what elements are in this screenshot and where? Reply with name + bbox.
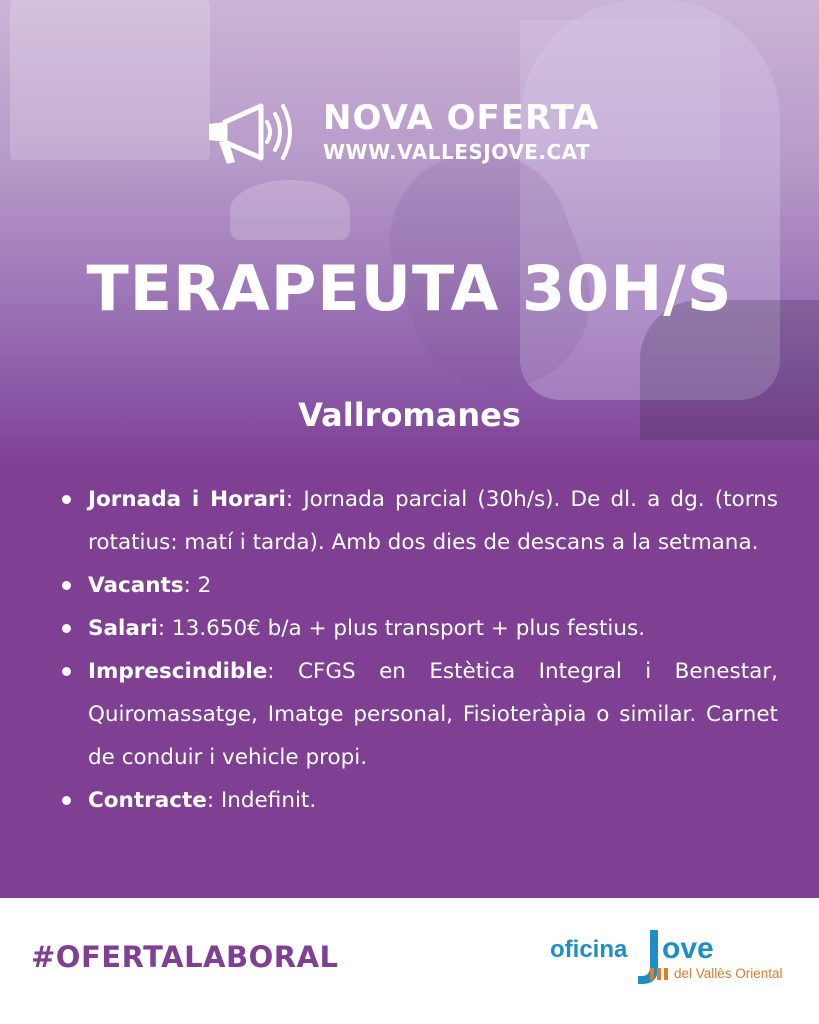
detail-label: Imprescindible xyxy=(88,659,268,684)
oficina-jove-logo xyxy=(550,928,800,990)
detail-item-requirements xyxy=(58,650,778,779)
detail-label: Jornada i Horari xyxy=(88,487,286,512)
detail-item-contract xyxy=(58,779,778,822)
website-url: WWW.VALLESJOVE.CAT xyxy=(323,140,591,164)
job-location: Vallromanes xyxy=(298,396,521,434)
offer-heading: NOVA OFERTA xyxy=(323,98,600,138)
job-title: TERAPEUTA 30H/S xyxy=(86,252,733,325)
brand-header xyxy=(205,96,625,176)
hashtag: #OFERTALABORAL xyxy=(31,940,339,974)
detail-item-schedule xyxy=(58,478,778,564)
detail-text: : Jornada parcial (30h/s). De dl. a dg. (torns rotatius: matí i tarda). Amb dos dies de descans a la setmana. xyxy=(88,487,778,555)
detail-label: Vacants xyxy=(88,573,184,598)
detail-text: : 13.650€ b/a + plus transport + plus festius. xyxy=(157,616,646,641)
detail-label: Salari xyxy=(88,616,158,641)
detail-label: Contracte xyxy=(88,788,207,813)
megaphone-icon xyxy=(205,98,305,168)
background-photo-window xyxy=(10,0,210,160)
logo-main: ove xyxy=(662,932,714,965)
detail-text: : CFGS en Estètica Integral i Benestar, Quiromassatge, Imatge personal, Fisioteràpia o similar. Carnet de conduir i vehicle propi. xyxy=(88,659,778,770)
logo-subtitle: del Vallès Oriental xyxy=(674,966,783,981)
logo-bars-icon xyxy=(650,968,672,980)
detail-text: : 2 xyxy=(183,573,212,598)
detail-item-vacancies xyxy=(58,564,778,607)
background-photo-chair xyxy=(230,180,350,240)
job-details-list xyxy=(58,478,778,822)
detail-text: : Indefinit. xyxy=(206,788,317,813)
logo-prefix: oficina xyxy=(550,936,628,963)
detail-item-salary xyxy=(58,607,778,650)
